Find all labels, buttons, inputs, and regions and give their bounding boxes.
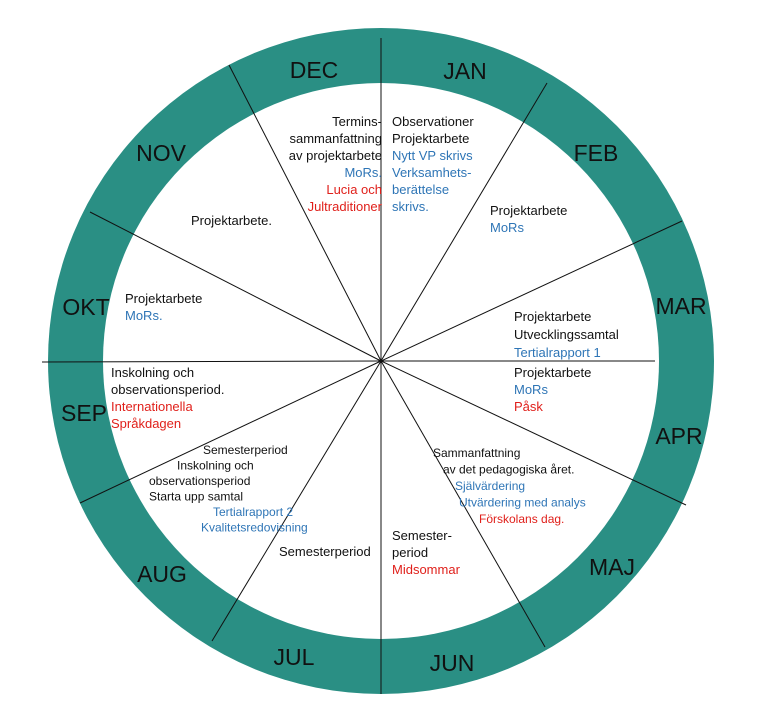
month-label-jan: JAN bbox=[443, 58, 487, 84]
month-label-jul: JUL bbox=[273, 644, 315, 670]
segment-line-jul-0: Semesterperiod bbox=[279, 544, 371, 559]
month-label-dec: DEC bbox=[289, 57, 339, 83]
segment-line-mar-0: Projektarbete bbox=[514, 309, 592, 324]
segment-line-aug-1: Inskolning och bbox=[177, 458, 254, 473]
segment-text-jul bbox=[279, 544, 371, 559]
segment-line-sep-2: Internationella bbox=[111, 399, 193, 414]
segment-line-sep-0: Inskolning och bbox=[111, 365, 195, 380]
segment-line-dec-5: Jultraditioner bbox=[307, 199, 382, 214]
month-label-mar: MAR bbox=[655, 293, 707, 319]
month-label-okt: OKT bbox=[62, 294, 110, 320]
segment-line-jan-3: Verksamhets- bbox=[392, 165, 472, 180]
month-label-jun: JUN bbox=[429, 650, 475, 676]
segment-line-sep-1: observationsperiod. bbox=[111, 382, 225, 397]
segment-line-sep-3: Språkdagen bbox=[111, 416, 182, 431]
segment-line-jan-0: Observationer bbox=[392, 114, 474, 129]
segment-line-maj-2: Självärdering bbox=[455, 479, 526, 493]
segment-line-aug-0: Semesterperiod bbox=[203, 443, 288, 457]
segment-line-jan-2: Nytt VP skrivs bbox=[392, 148, 473, 163]
segment-line-maj-3: Utvärdering med analys bbox=[459, 495, 586, 510]
segment-line-jun-0: Semester- bbox=[392, 528, 452, 543]
segment-line-jan-1: Projektarbete bbox=[392, 131, 470, 146]
month-label-feb: FEB bbox=[573, 140, 619, 166]
segment-line-feb-0: Projektarbete bbox=[490, 203, 568, 218]
segment-line-aug-5: Kvalitetsredovisning bbox=[201, 520, 308, 535]
segment-line-jan-4: berättelse bbox=[392, 182, 450, 197]
segment-line-aug-2: observationsperiod bbox=[149, 474, 251, 488]
segment-line-jun-1: period bbox=[392, 545, 429, 560]
month-label-aug: AUG bbox=[137, 561, 187, 587]
month-label-maj: MAJ bbox=[589, 554, 635, 580]
segment-line-dec-2: av projektarbete bbox=[288, 148, 382, 163]
segment-line-apr-1: MoRs bbox=[514, 382, 548, 397]
month-label-nov: NOV bbox=[136, 140, 186, 166]
segment-line-dec-3: MoRs. bbox=[344, 165, 382, 180]
segment-line-maj-0: Sammanfattning bbox=[433, 446, 521, 460]
segment-line-apr-0: Projektarbete bbox=[514, 365, 592, 380]
segment-line-mar-2: Tertialrapport 1 bbox=[514, 345, 601, 360]
segment-line-aug-3: Starta upp samtal bbox=[149, 489, 244, 504]
segment-line-mar-1: Utvecklingssamtal bbox=[514, 327, 619, 342]
segment-line-jun-2: Midsommar bbox=[392, 562, 460, 577]
segment-line-feb-1: MoRs bbox=[490, 220, 524, 235]
segment-line-aug-4: Tertialrapport 2 bbox=[213, 505, 294, 519]
segment-line-okt-1: MoRs. bbox=[125, 308, 163, 323]
segment-line-okt-0: Projektarbete bbox=[125, 291, 203, 306]
segment-line-nov-0: Projektarbete. bbox=[191, 213, 272, 228]
segment-line-dec-0: Termins- bbox=[332, 114, 382, 129]
segment-line-maj-4: Förskolans dag. bbox=[479, 512, 565, 526]
segment-line-maj-1: av det pedagogiska året. bbox=[443, 462, 575, 477]
month-label-sep: SEP bbox=[60, 400, 108, 426]
segment-line-dec-1: sammanfattning bbox=[289, 131, 382, 146]
segment-line-jan-5: skrivs. bbox=[392, 199, 429, 214]
month-label-apr: APR bbox=[655, 423, 703, 449]
segment-line-apr-2: Påsk bbox=[514, 399, 543, 414]
segment-line-dec-4: Lucia och bbox=[326, 182, 382, 197]
segment-text-nov bbox=[191, 213, 272, 228]
